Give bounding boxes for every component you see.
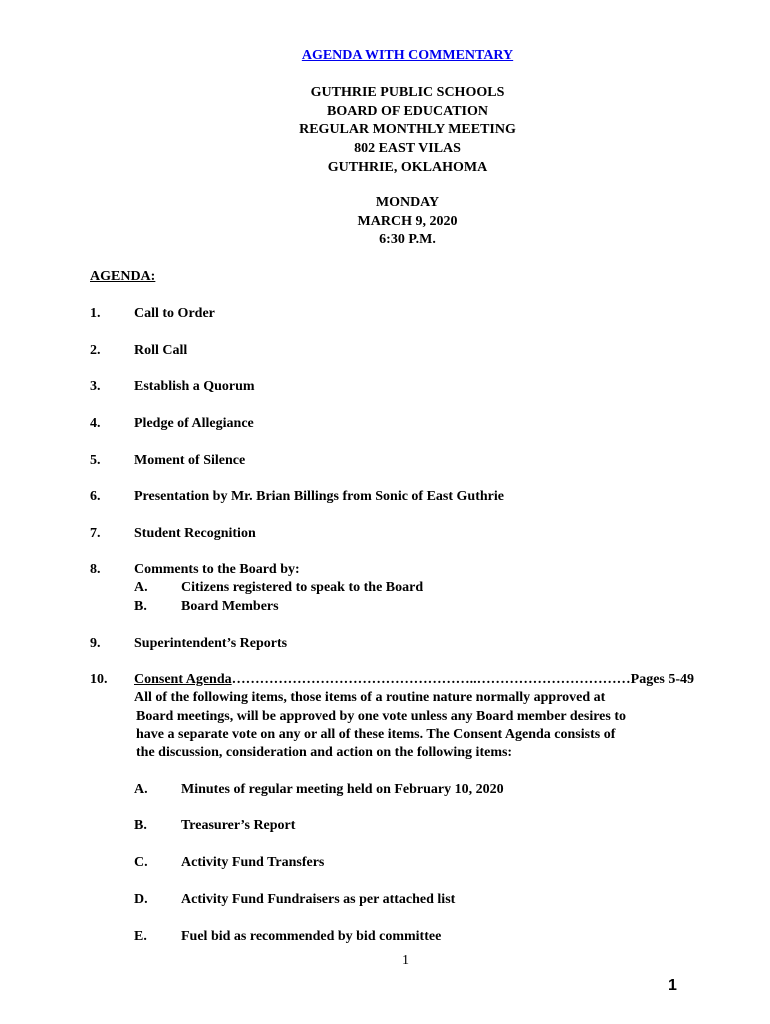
item-number: 7.: [90, 526, 101, 541]
meeting-date: MARCH 9, 2020: [357, 214, 458, 229]
consent-agenda-line: [134, 672, 694, 688]
consent-description-line: All of the following items, those items of a routine nature normally approved at: [134, 690, 606, 705]
agenda-item: Roll Call: [134, 343, 188, 358]
item-number: 3.: [90, 379, 101, 394]
item-number: 10.: [90, 672, 108, 687]
sub-item-letter: A.: [134, 580, 148, 595]
consent-description-line: Board meetings, will be approved by one vote unless any Board member desires to: [136, 709, 627, 724]
consent-description-line: have a separate vote on any or all of these items. The Consent Agenda consists of: [136, 727, 616, 742]
agenda-item: Student Recognition: [134, 526, 256, 541]
item-number: 8.: [90, 562, 101, 577]
dot-leader: ……………………………………………..……………………………: [231, 672, 631, 687]
corner-page-number: 1: [668, 977, 677, 994]
page-reference: Pages 5-49: [630, 672, 695, 687]
org-line: BOARD OF EDUCATION: [326, 104, 488, 119]
document-title: AGENDA WITH COMMENTARY: [301, 48, 514, 63]
agenda-item: Moment of Silence: [134, 453, 246, 468]
item-number: 5.: [90, 453, 101, 468]
item-number: 6.: [90, 489, 101, 504]
agenda-item: Call to Order: [134, 306, 215, 321]
sub-item: Fuel bid as recommended by bid committee: [181, 929, 442, 944]
page-number: 1: [402, 953, 409, 968]
agenda-item: Presentation by Mr. Brian Billings from Sonic of East Guthrie: [134, 489, 504, 504]
org-line: REGULAR MONTHLY MEETING: [299, 122, 516, 137]
meeting-time: 6:30 P.M.: [379, 232, 436, 247]
agenda-heading: AGENDA:: [90, 269, 156, 284]
meeting-day: MONDAY: [375, 195, 440, 210]
consent-description-line: the discussion, consideration and action on the following items:: [136, 745, 513, 760]
sub-item: Activity Fund Fundraisers as per attached list: [181, 892, 456, 907]
agenda-item: Superintendent’s Reports: [134, 636, 288, 651]
sub-item: Treasurer’s Report: [181, 818, 296, 833]
sub-item: Activity Fund Transfers: [181, 855, 325, 870]
sub-item-letter: C.: [134, 855, 148, 870]
org-line: GUTHRIE PUBLIC SCHOOLS: [310, 85, 505, 100]
sub-item-letter: B.: [134, 599, 147, 614]
item-number: 9.: [90, 636, 101, 651]
agenda-item: Establish a Quorum: [134, 379, 255, 394]
sub-item: Citizens registered to speak to the Board: [181, 580, 424, 595]
sub-item-letter: D.: [134, 892, 148, 907]
agenda-item: Comments to the Board by:: [134, 562, 300, 577]
org-line: 802 EAST VILAS: [354, 141, 461, 156]
item-number: 1.: [90, 306, 101, 321]
sub-item: Board Members: [181, 599, 279, 614]
item-number: 4.: [90, 416, 101, 431]
agenda-item: Pledge of Allegiance: [134, 416, 254, 431]
org-line: GUTHRIE, OKLAHOMA: [327, 160, 488, 175]
sub-item-letter: E.: [134, 929, 147, 944]
sub-item-letter: B.: [134, 818, 147, 833]
item-number: 2.: [90, 343, 101, 358]
consent-agenda-label: Consent Agenda: [134, 672, 232, 687]
sub-item: Minutes of regular meeting held on February 10, 2020: [181, 782, 504, 797]
sub-item-letter: A.: [134, 782, 148, 797]
